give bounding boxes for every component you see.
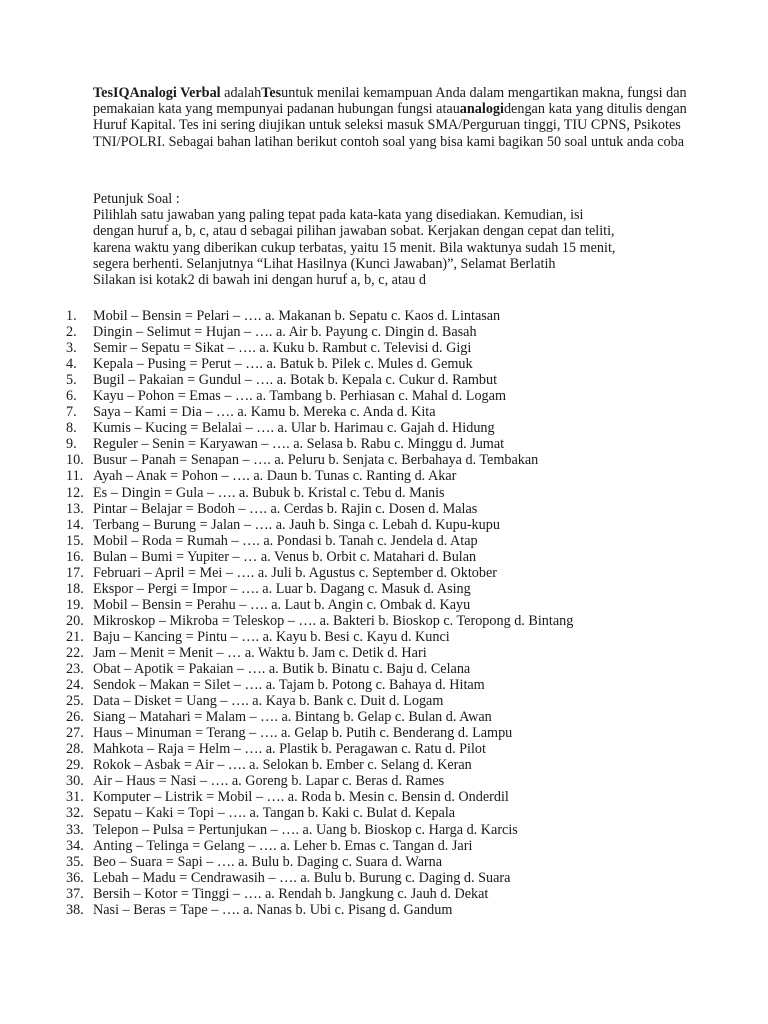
question-list <box>66 308 706 918</box>
question-text: Mobil – Roda = Rumah – …. a. Pondasi b. Tanah c. Jendela d. Atap <box>93 532 478 549</box>
question-number: 14. <box>66 516 84 533</box>
question-text: Dingin – Selimut = Hujan – …. a. Air b. Payung c. Dingin d. Basah <box>93 324 477 341</box>
question-text: Nasi – Beras = Tape – …. a. Nanas b. Ubi c. Pisang d. Gandum <box>93 901 453 918</box>
question-number: 16. <box>66 548 84 565</box>
question-number: 10. <box>66 452 84 469</box>
question-item <box>66 420 706 436</box>
instructions-line: Silakan isi kotak2 di bawah ini dengan huruf a, b, c, atau d <box>93 272 426 289</box>
question-text: Lebah – Madu = Cendrawasih – …. a. Bulu b. Burung c. Daging d. Suara <box>93 869 511 886</box>
question-number: 8. <box>66 420 77 437</box>
question-item <box>66 436 706 452</box>
intro-text-3: dengan kata yang ditulis dengan Huruf Kapital. Tes ini sering diujikan untuk seleksi masuk SMA/Perguruan tinggi, TIU CPNS, Psikotes TNI/POLRI. Sebagai bahan latihan berikut contoh soal yang bisa kami bagikan 50 soal untuk anda coba <box>93 101 687 150</box>
question-item <box>66 822 706 838</box>
question-text: Mobil – Bensin = Perahu – …. a. Laut b. Angin c. Ombak d. Kayu <box>93 596 471 613</box>
question-item <box>66 452 706 468</box>
question-number: 18. <box>66 580 84 597</box>
question-text: Jam – Menit = Menit – … a. Waktu b. Jam c. Detik d. Hari <box>93 644 427 661</box>
intro-text-2: untuk menilai kemampuan Anda dalam mengartikan makna, fungsi dan pemakaian kata yang mempunyai padanan hubungan fungsi atau <box>93 85 687 118</box>
question-number: 27. <box>66 725 84 742</box>
intro-text-1: adalah <box>220 85 262 101</box>
question-item <box>66 340 706 356</box>
instructions-line: segera berhenti. Selanjutnya “Lihat Hasilnya (Kunci Jawaban)”, Selamat Berlatih <box>93 255 556 272</box>
question-item <box>66 565 706 581</box>
question-item <box>66 838 706 854</box>
question-text: Mobil – Bensin = Pelari – …. a. Makanan b. Sepatu c. Kaos d. Lintasan <box>93 308 501 324</box>
question-number: 38. <box>66 901 84 918</box>
question-text: Kepala – Pusing = Perut – …. a. Batuk b. Pilek c. Mules d. Gemuk <box>93 356 473 373</box>
question-text: Ekspor – Pergi = Impor – …. a. Luar b. Dagang c. Masuk d. Asing <box>93 580 471 597</box>
question-number: 22. <box>66 644 84 661</box>
question-item <box>66 709 706 725</box>
question-item <box>66 902 706 918</box>
question-text: Pintar – Belajar = Bodoh – …. a. Cerdas b. Rajin c. Dosen d. Malas <box>93 500 478 517</box>
question-number: 26. <box>66 709 84 726</box>
question-item <box>66 677 706 693</box>
question-text: Haus – Minuman = Terang – …. a. Gelap b. Putih c. Benderang d. Lampu <box>93 725 513 742</box>
instructions-line: Pilihlah satu jawaban yang paling tepat pada kata-kata yang disediakan. Kemudian, isi <box>93 207 584 224</box>
question-number: 30. <box>66 773 84 790</box>
question-text: Bugil – Pakaian = Gundul – …. a. Botak b. Kepala c. Cukur d. Rambut <box>93 372 498 389</box>
question-number: 37. <box>66 885 84 902</box>
question-item <box>66 581 706 597</box>
question-item <box>66 501 706 517</box>
question-number: 2. <box>66 324 77 341</box>
question-number: 25. <box>66 693 84 710</box>
question-text: Data – Disket = Uang – …. a. Kaya b. Bank c. Duit d. Logam <box>93 693 444 710</box>
question-item <box>66 629 706 645</box>
question-text: Mikroskop – Mikroba = Teleskop – …. a. Bakteri b. Bioskop c. Teropong d. Bintang <box>93 612 574 629</box>
question-item <box>66 517 706 533</box>
question-text: Ayah – Anak = Pohon – …. a. Daun b. Tunas c. Ranting d. Akar <box>93 468 457 485</box>
question-text: Sendok – Makan = Silet – …. a. Tajam b. Potong c. Bahaya d. Hitam <box>93 677 485 694</box>
question-number: 9. <box>66 436 77 453</box>
question-text: Bersih – Kotor = Tinggi – …. a. Rendah b. Jangkung c. Jauh d. Dekat <box>93 885 489 902</box>
question-number: 19. <box>66 596 84 613</box>
question-text: Saya – Kami = Dia – …. a. Kamu b. Mereka c. Anda d. Kita <box>93 404 436 421</box>
question-text: Sepatu – Kaki = Topi – …. a. Tangan b. Kaki c. Bulat d. Kepala <box>93 805 456 822</box>
question-text: Bulan – Bumi = Yupiter – … a. Venus b. Orbit c. Matahari d. Bulan <box>93 548 477 565</box>
question-text: Busur – Panah = Senapan – …. a. Peluru b. Senjata c. Berbahaya d. Tembakan <box>93 452 539 469</box>
instructions-line: dengan huruf a, b, c, atau d sebagai pilihan jawaban sobat. Kerjakan dengan cepat dan teliti, <box>93 223 615 240</box>
question-item <box>66 645 706 661</box>
question-number: 32. <box>66 805 84 822</box>
question-number: 21. <box>66 628 84 645</box>
question-number: 28. <box>66 741 84 758</box>
question-item <box>66 805 706 821</box>
question-number: 29. <box>66 757 84 774</box>
question-text: Mahkota – Raja = Helm – …. a. Plastik b. Peragawan c. Ratu d. Pilot <box>93 741 486 758</box>
question-number: 15. <box>66 532 84 549</box>
intro-bold-4: analogi <box>459 101 504 118</box>
question-text: Air – Haus = Nasi – …. a. Goreng b. Lapar c. Beras d. Rames <box>93 773 445 790</box>
question-text: Kumis – Kucing = Belalai – …. a. Ular b. Harimau c. Gajah d. Hidung <box>93 420 495 437</box>
question-text: Kayu – Pohon = Emas – …. a. Tambang b. Perhiasan c. Mahal d. Logam <box>93 388 506 405</box>
question-text: Anting – Telinga = Gelang – …. a. Leher b. Emas c. Tangan d. Jari <box>93 837 473 854</box>
question-item <box>66 854 706 870</box>
intro-bold-2: Analogi Verbal <box>129 85 221 101</box>
question-text: Reguler – Senin = Karyawan – …. a. Selasa b. Rabu c. Minggu d. Jumat <box>93 436 505 453</box>
question-item <box>66 597 706 613</box>
intro-bold-1: TesIQ <box>93 85 130 101</box>
intro-bold-3: Tes <box>261 85 282 101</box>
question-number: 36. <box>66 869 84 886</box>
question-number: 11. <box>66 468 84 485</box>
question-item <box>66 404 706 420</box>
question-number: 34. <box>66 837 84 854</box>
question-item <box>66 870 706 886</box>
question-item <box>66 789 706 805</box>
question-number: 24. <box>66 677 84 694</box>
question-text: Semir – Sepatu = Sikat – …. a. Kuku b. Rambut c. Televisi d. Gigi <box>93 340 472 357</box>
intro-text <box>93 85 693 150</box>
instructions-body <box>93 207 693 288</box>
question-item <box>66 741 706 757</box>
question-item <box>66 886 706 902</box>
question-item <box>66 533 706 549</box>
question-number: 12. <box>66 484 84 501</box>
question-item <box>66 468 706 484</box>
question-text: Komputer – Listrik = Mobil – …. a. Roda b. Mesin c. Bensin d. Onderdil <box>93 789 509 806</box>
question-item <box>66 773 706 789</box>
question-item <box>66 372 706 388</box>
question-number: 1. <box>66 308 77 324</box>
question-number: 20. <box>66 612 84 629</box>
question-text: Terbang – Burung = Jalan – …. a. Jauh b. Singa c. Lebah d. Kupu-kupu <box>93 516 500 533</box>
question-text: Obat – Apotik = Pakaian – …. a. Butik b. Binatu c. Baju d. Celana <box>93 661 471 678</box>
question-number: 7. <box>66 404 77 421</box>
question-item <box>66 757 706 773</box>
question-item <box>66 549 706 565</box>
question-text: Telepon – Pulsa = Pertunjukan – …. a. Uang b. Bioskop c. Harga d. Karcis <box>93 821 518 838</box>
instructions-line: karena waktu yang diberikan cukup terbatas, yaitu 15 menit. Bila waktunya sudah 15 menit, <box>93 239 616 256</box>
question-text: Es – Dingin = Gula – …. a. Bubuk b. Kristal c. Tebu d. Manis <box>93 484 445 501</box>
question-item <box>66 324 706 340</box>
question-number: 4. <box>66 356 77 373</box>
question-text: Baju – Kancing = Pintu – …. a. Kayu b. Besi c. Kayu d. Kunci <box>93 628 450 645</box>
question-number: 5. <box>66 372 77 389</box>
question-item <box>66 661 706 677</box>
question-number: 35. <box>66 853 84 870</box>
intro-paragraph <box>93 85 693 150</box>
question-text: Siang – Matahari = Malam – …. a. Bintang b. Gelap c. Bulan d. Awan <box>93 709 492 726</box>
instructions-section <box>93 191 693 288</box>
instructions-heading: Petunjuk Soal : <box>93 191 180 207</box>
question-text: Februari – April = Mei – …. a. Juli b. Agustus c. September d. Oktober <box>93 564 498 581</box>
question-item <box>66 613 706 629</box>
question-item <box>66 485 706 501</box>
question-item <box>66 693 706 709</box>
question-number: 6. <box>66 388 77 405</box>
question-number: 33. <box>66 821 84 838</box>
question-number: 23. <box>66 661 84 678</box>
question-item <box>66 388 706 404</box>
question-number: 31. <box>66 789 84 806</box>
question-text: Beo – Suara = Sapi – …. a. Bulu b. Daging c. Suara d. Warna <box>93 853 442 870</box>
question-number: 3. <box>66 340 77 357</box>
question-item <box>66 725 706 741</box>
question-item <box>66 308 706 324</box>
question-text: Rokok – Asbak = Air – …. a. Selokan b. Ember c. Selang d. Keran <box>93 757 472 774</box>
question-number: 13. <box>66 500 84 517</box>
question-item <box>66 356 706 372</box>
question-number: 17. <box>66 564 84 581</box>
